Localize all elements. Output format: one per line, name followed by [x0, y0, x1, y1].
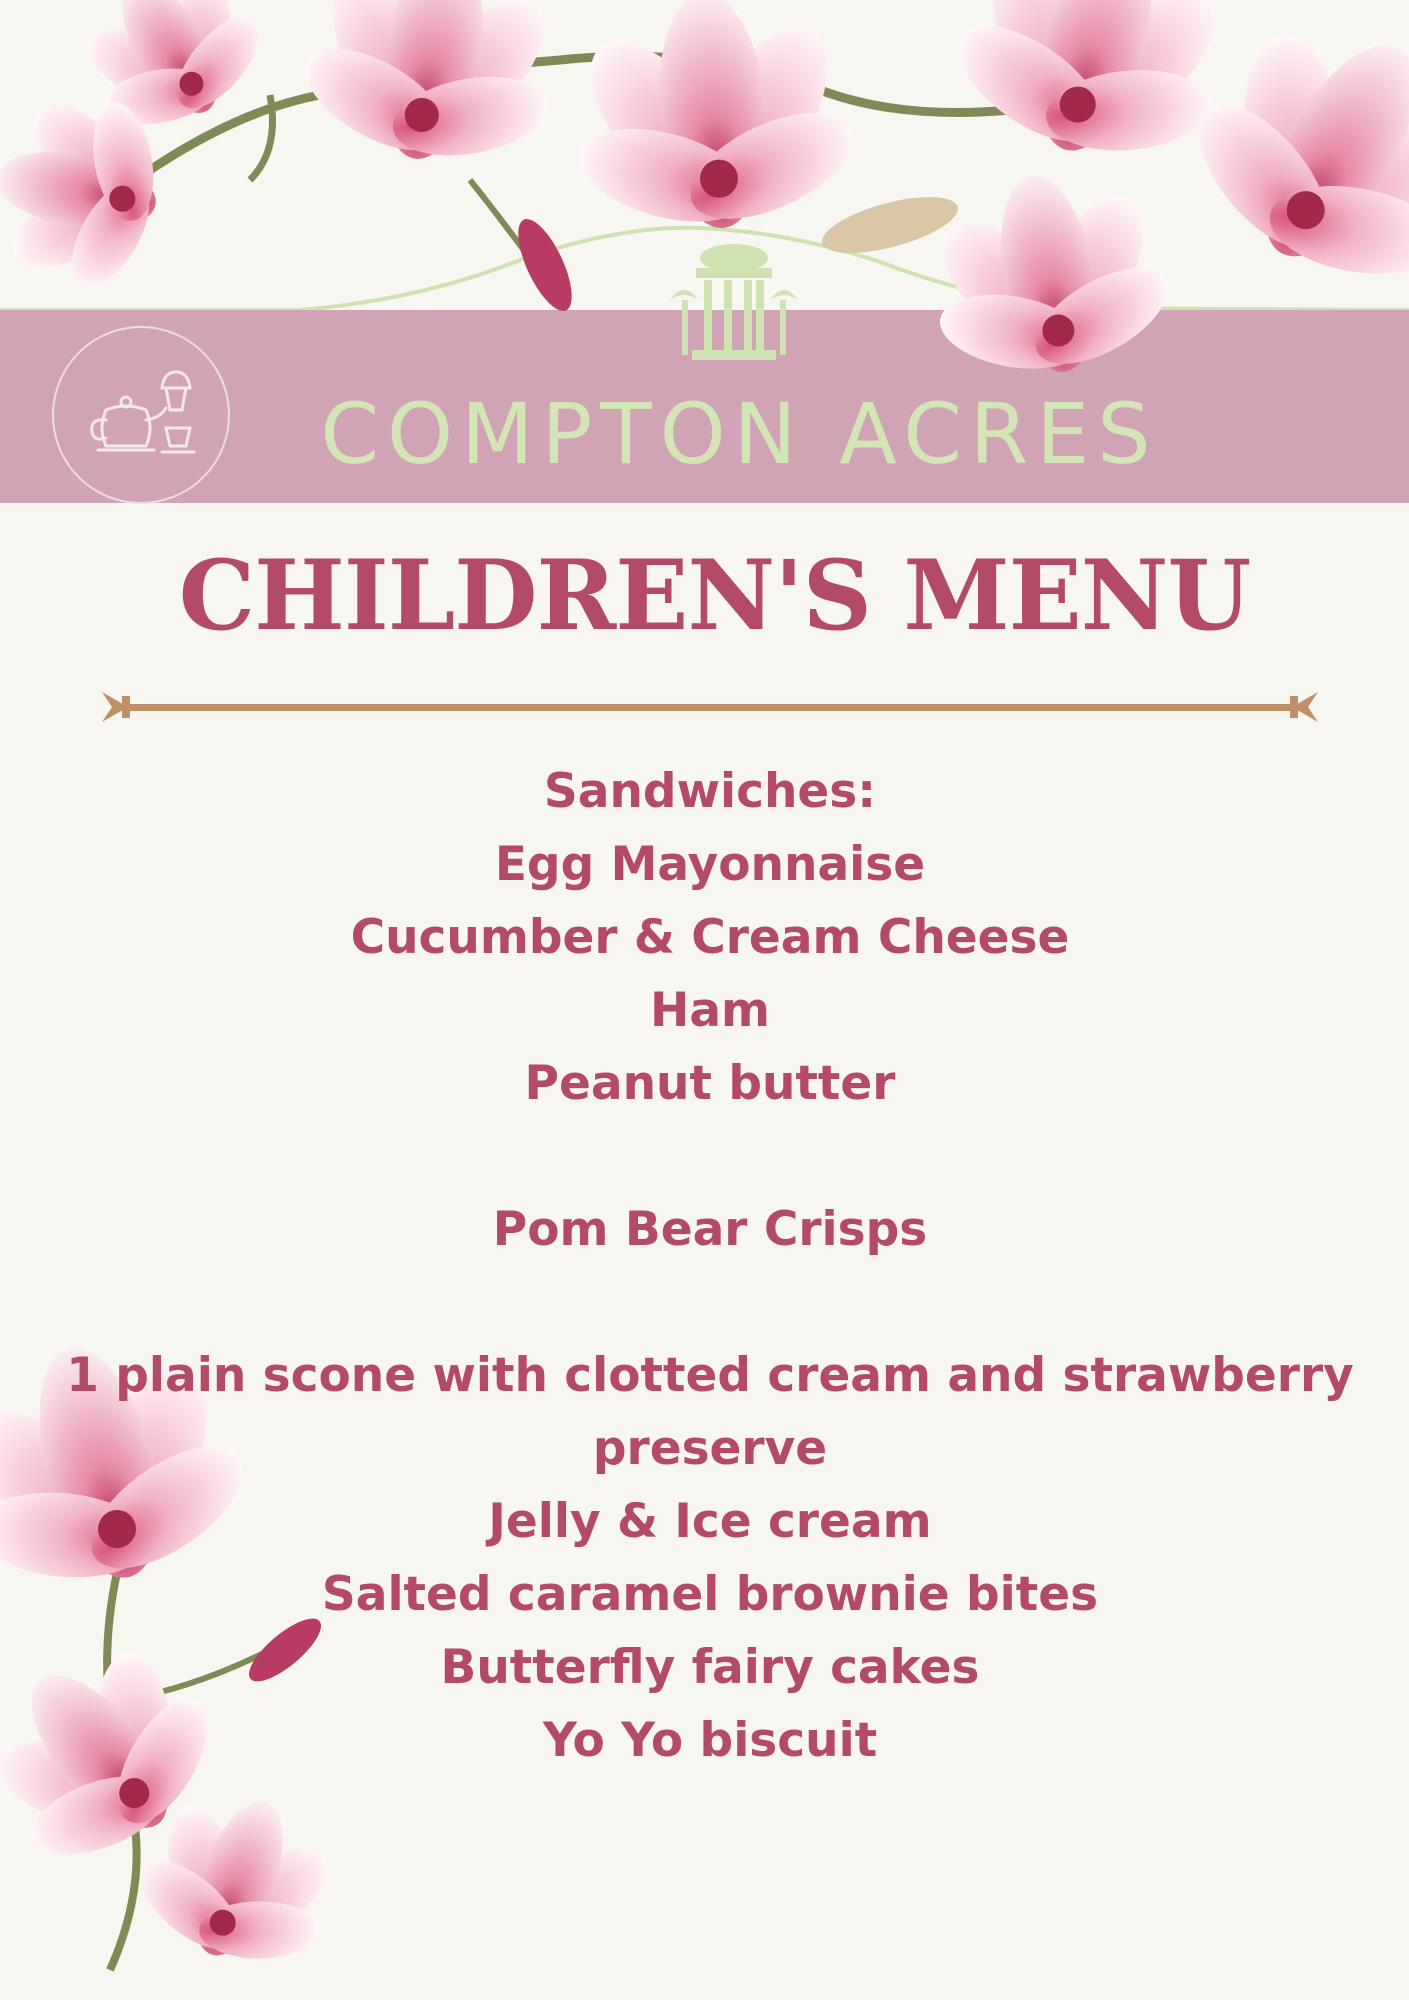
gazebo-icon [664, 240, 804, 370]
menu-item: Yo Yo biscuit [542, 1713, 878, 1768]
menu-item: Ham [649, 983, 771, 1038]
menu-item: 1 plain scone with clotted cream and strawberry preserve [66, 1348, 1354, 1476]
menu-item: Jelly & Ice cream [488, 1494, 932, 1549]
spacer [60, 1266, 1360, 1339]
menu-item: Cucumber & Cream Cheese [350, 910, 1070, 965]
menu-item-crisps: Pom Bear Crisps [492, 1202, 928, 1257]
spacer [60, 1120, 1360, 1193]
menu-item: Butterfly fairy cakes [440, 1640, 980, 1695]
sandwiches-heading: Sandwiches: [543, 764, 877, 819]
menu-item: Salted caramel brownie bites [321, 1567, 1099, 1622]
brand-name: COMPTON ACRES [320, 385, 1159, 483]
menu-item: Egg Mayonnaise [494, 837, 926, 892]
menu-item: Peanut butter [524, 1056, 896, 1111]
menu-title: CHILDREN'S MENU [178, 539, 1251, 652]
menu-list [60, 755, 1360, 1777]
divider-rule [98, 682, 1322, 732]
